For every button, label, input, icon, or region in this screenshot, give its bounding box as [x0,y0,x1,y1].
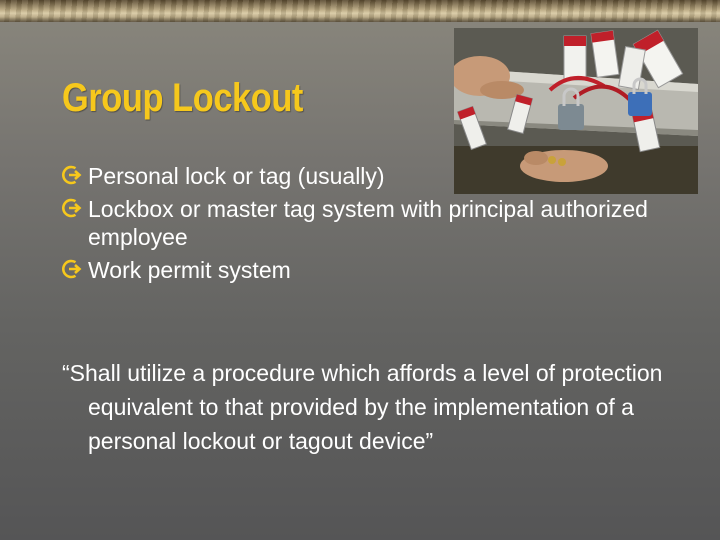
bullet-text: Work permit system [88,257,291,283]
bullet-item [62,195,662,251]
quote-text: “Shall utilize a procedure which affords a level of protection equivalent to that provided by the implementation of a personal lockout or tagout device” [62,360,663,454]
bullet-text: Personal lock or tag (usually) [88,163,385,189]
arrow-right-circle-icon [62,197,84,219]
arrow-right-circle-icon [62,164,84,186]
bullet-list [62,162,662,289]
bullet-item [62,162,662,190]
decorative-top-band [0,0,720,22]
bullet-item [62,256,662,284]
bullet-text: Lockbox or master tag system with principal authorized employee [88,196,648,250]
arrow-right-circle-icon [62,258,84,280]
slide-title: Group Lockout [62,76,303,120]
